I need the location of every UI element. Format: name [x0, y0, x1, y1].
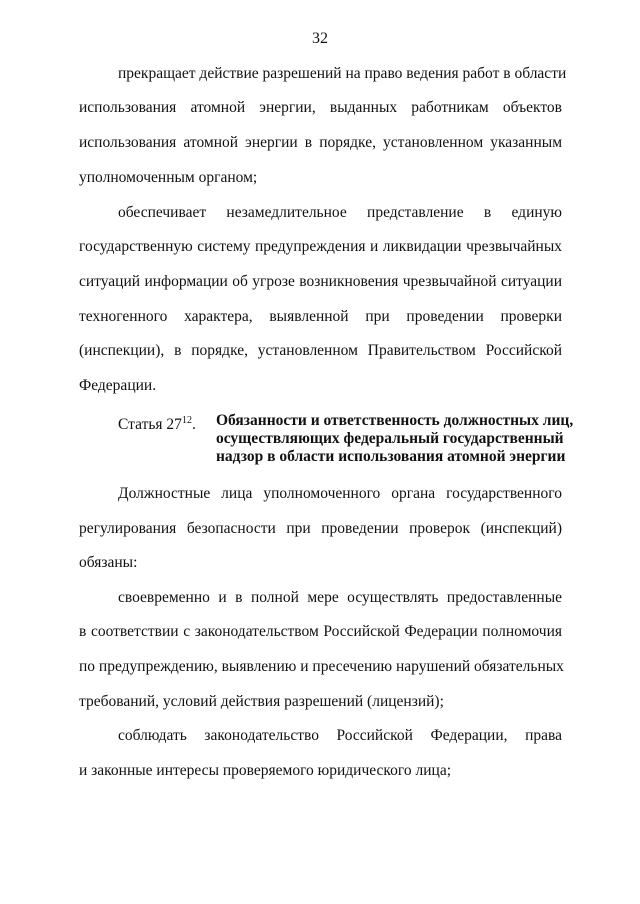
text-line: Федерации.	[79, 377, 157, 394]
page-number: 32	[312, 30, 328, 47]
article-title	[216, 412, 578, 466]
text-line: обязаны:	[79, 554, 138, 571]
text-line: регулирования безопасности при проведении проверок (инспекций)	[79, 520, 562, 537]
text-line: государственную систему предупреждения и ликвидации чрезвычайных	[79, 238, 562, 255]
text-line: техногенного характера, выявленной при проведении проверки	[79, 308, 562, 325]
article-title-line: Обязанности и ответственность должностных лиц,	[216, 412, 574, 429]
article-label-superscript: 12	[181, 415, 192, 426]
text-line: соблюдать законодательство Российской Федерации, права	[118, 727, 562, 744]
article-label-suffix: .	[191, 416, 196, 433]
text-line: по предупреждению, выявлению и пресечению нарушений обязательных	[79, 658, 564, 675]
article-title-line: надзор в области использования атомной энергии	[216, 448, 566, 465]
text-line: прекращает действие разрешений на право ведения работ в области	[118, 65, 567, 82]
text-line: уполномоченным органом;	[79, 169, 258, 186]
article-label	[118, 412, 196, 434]
article-label-text: Статья 27	[118, 416, 182, 433]
text-line: использования атомной энергии в порядке, установленном указанным	[79, 134, 562, 151]
text-line: Должностные лица уполномоченного органа государственного	[118, 485, 562, 502]
text-line: своевременно и в полной мере осуществлять предоставленные	[118, 589, 562, 606]
text-line: использования атомной энергии, выданных работникам объектов	[79, 99, 562, 116]
article-title-line: осуществляющих федеральный государственный	[216, 430, 564, 447]
text-line: в соответствии с законодательством Российской Федерации полномочия	[79, 623, 562, 640]
text-line: требований, условий действия разрешений (лицензий);	[79, 693, 444, 710]
text-line: обеспечивает незамедлительное представление в единую	[118, 204, 562, 221]
text-line: и законные интересы проверяемого юридического лица;	[79, 762, 452, 779]
text-line: (инспекции), в порядке, установленном Правительством Российской	[79, 342, 562, 359]
text-line: ситуаций информации об угрозе возникновения чрезвычайной ситуации	[79, 273, 562, 290]
